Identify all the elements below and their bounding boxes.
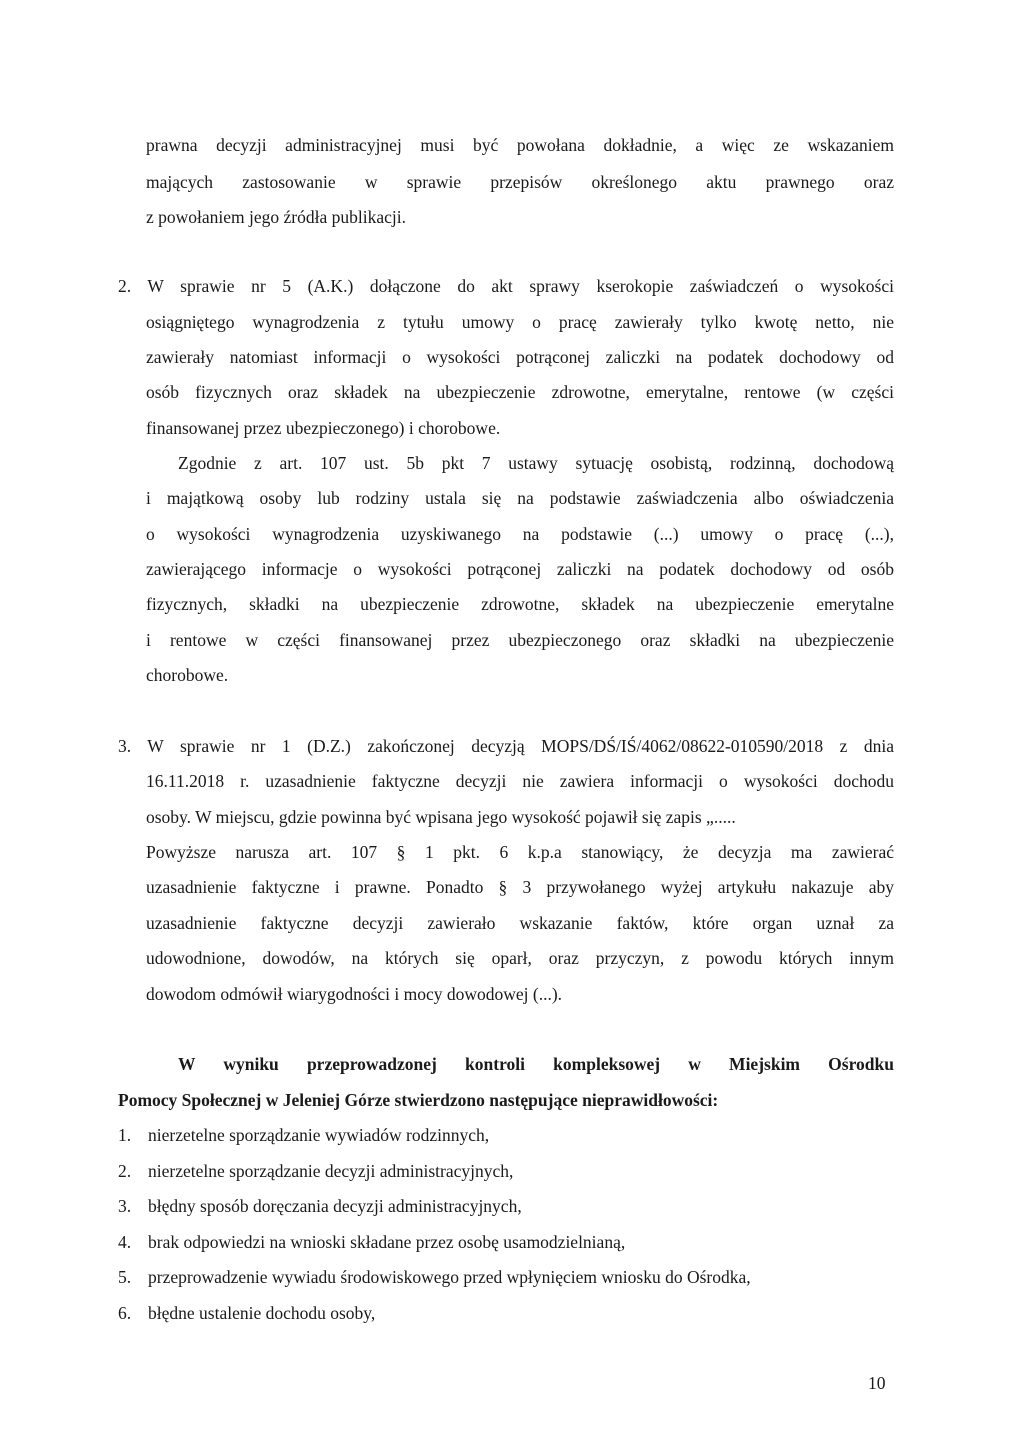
paragraph-2-line-5: finansowanej przez ubezpieczonego) i chorobowe. <box>146 418 501 438</box>
paragraph-4-line-7: udowodnione, dowodów, na których się oparł, oraz przyczyn, z powodu których innym <box>146 948 894 968</box>
list-item <box>118 1302 375 1324</box>
summary-heading-line-2: Pomocy Społecznej w Jeleniej Górze stwierdzono następujące nieprawidłowości: <box>118 1090 719 1110</box>
paragraph-2-line-2: osiągniętego wynagrodzenia z tytułu umowy o pracę zawierały tylko kwotę netto, nie <box>146 312 894 332</box>
list-item-number: 5. <box>118 1267 132 1287</box>
paragraph-4-line-4: Powyższe narusza art. 107 § 1 pkt. 6 k.p.a stanowiący, że decyzja ma zawierać <box>146 842 894 862</box>
list-item-text: przeprowadzenie wywiadu środowiskowego przed wpłynięciem wniosku do Ośrodka, <box>148 1267 751 1287</box>
paragraph-4-line-6: uzasadnienie faktyczne decyzji zawierało wskazanie faktów, które organ uznał za <box>146 913 894 933</box>
list-item-number: 3. <box>118 1196 132 1216</box>
list-item-number: 6. <box>118 1303 132 1323</box>
list-item <box>118 1231 625 1253</box>
list-item-number: 4. <box>118 1232 132 1252</box>
list-item-text: błędne ustalenie dochodu osoby, <box>148 1303 376 1323</box>
paragraph-2-line-1: 2. W sprawie nr 5 (A.K.) dołączone do akt sprawy kserokopie zaświadczeń o wysokości <box>118 276 894 296</box>
paragraph-1-line-2: mających zastosowanie w sprawie przepisów określonego aktu prawnego oraz <box>146 172 894 192</box>
paragraph-2-line-4: osób fizycznych oraz składek na ubezpieczenie zdrowotne, emerytalne, rentowe (w części <box>146 382 894 402</box>
list-item <box>118 1160 513 1182</box>
paragraph-1-line-1: prawna decyzji administracyjnej musi być powołana dokładnie, a więc ze wskazaniem <box>146 135 894 155</box>
paragraph-3-line-1: Zgodnie z art. 107 ust. 5b pkt 7 ustawy sytuację osobistą, rodzinną, dochodową <box>178 453 894 473</box>
paragraph-4-line-8: dowodom odmówił wiarygodności i mocy dowodowej (...). <box>146 984 563 1004</box>
list-item <box>118 1195 522 1217</box>
paragraph-4-line-2: 16.11.2018 r. uzasadnienie faktyczne decyzji nie zawiera informacji o wysokości dochodu <box>146 771 894 791</box>
list-item <box>118 1124 489 1146</box>
paragraph-4-line-3: osoby. W miejscu, gdzie powinna być wpisana jego wysokość pojawił się zapis „..... <box>146 807 736 827</box>
page-number: 10 <box>868 1373 886 1393</box>
list-item-text: błędny sposób doręczania decyzji administracyjnych, <box>148 1196 522 1216</box>
list-item <box>118 1266 751 1288</box>
paragraph-3-line-4: zawierającego informacje o wysokości potrąconej zaliczki na podatek dochodowy od osób <box>146 559 894 579</box>
paragraph-4-line-1: 3. W sprawie nr 1 (D.Z.) zakończonej decyzją MOPS/DŚ/IŚ/4062/08622-010590/2018 z dnia <box>118 736 894 756</box>
paragraph-3-line-6: i rentowe w części finansowanej przez ubezpieczonego oraz składki na ubezpieczenie <box>146 630 894 650</box>
list-item-text: brak odpowiedzi na wnioski składane przez osobę usamodzielnianą, <box>148 1232 626 1252</box>
list-item-text: nierzetelne sporządzanie decyzji administracyjnych, <box>148 1161 514 1181</box>
paragraph-4-line-5: uzasadnienie faktyczne i prawne. Ponadto § 3 przywołanego wyżej artykułu nakazuje aby <box>146 877 894 897</box>
paragraph-3-line-7: chorobowe. <box>146 665 229 685</box>
paragraph-3-line-5: fizycznych, składki na ubezpieczenie zdrowotne, składek na ubezpieczenie emerytalne <box>146 594 894 614</box>
list-item-number: 2. <box>118 1161 132 1181</box>
paragraph-1-line-3: z powołaniem jego źródła publikacji. <box>146 207 406 227</box>
paragraph-3-line-3: o wysokości wynagrodzenia uzyskiwanego na podstawie (...) umowy o pracę (...), <box>146 524 894 544</box>
list-item-text: nierzetelne sporządzanie wywiadów rodzinnych, <box>148 1125 490 1145</box>
paragraph-3-line-2: i majątkową osoby lub rodziny ustala się na podstawie zaświadczenia albo oświadczenia <box>146 488 894 508</box>
summary-heading-line-1: W wyniku przeprowadzonej kontroli kompleksowej w Miejskim Ośrodku <box>178 1054 894 1074</box>
list-item-number: 1. <box>118 1125 132 1145</box>
paragraph-2-line-3: zawierały natomiast informacji o wysokości potrąconej zaliczki na podatek dochodowy od <box>146 347 894 367</box>
